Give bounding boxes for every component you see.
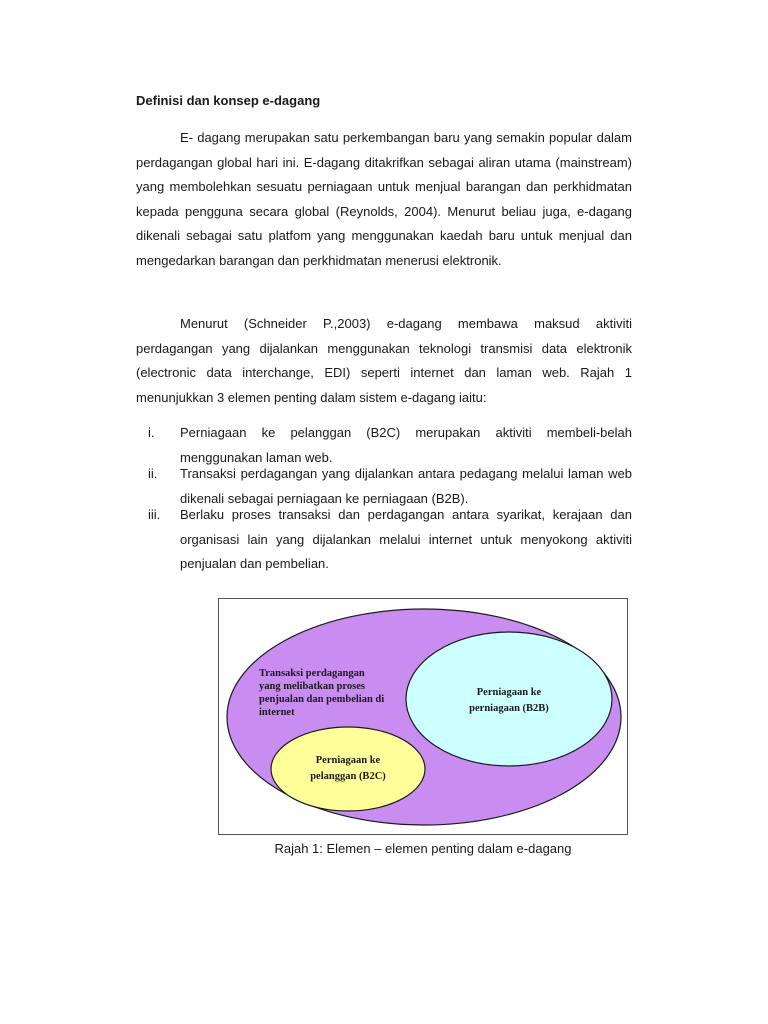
list-item-text: Transaksi perdagangan yang dijalankan antara pedagang melalui laman web dikenali sebagai perniagaan ke perniagaan (B2B). [180,466,632,506]
paragraph-schneider: Menurut (Schneider P.,2003) e-dagang membawa maksud aktiviti perdagangan yang dijalankan menggunakan teknologi transmisi data elektronik (electronic data interchange, EDI) seperti internet dan laman web. Rajah 1 menunjukkan 3 elemen penting dalam sistem e-dagang iaitu: [136,316,632,405]
list-item-text: Perniagaan ke pelanggan (B2C) merupakan aktiviti membeli-belah menggunakan laman web. [180,425,632,465]
b2b-label-line: perniagaan (B2B) [469,703,549,714]
outer-label-line: internet [259,707,295,718]
b2c-label-line: Perniagaan ke [315,755,381,766]
b2c-ellipse [271,727,425,811]
list-item-text: Berlaku proses transaksi dan perdagangan antara syarikat, kerajaan dan organisasi lain yang dijalankan melalui internet untuk menyokong aktiviti penjualan dan pembelian. [180,507,632,571]
b2c-label-line: pelanggan (B2C) [310,771,386,782]
figure-frame [218,598,628,835]
figure-caption: Rajah 1: Elemen – elemen penting dalam e-dagang [274,841,572,856]
b2b-ellipse [406,632,612,766]
list-marker: ii. [148,466,158,481]
b2b-label-line: Perniagaan ke [476,687,542,698]
outer-label-line: yang melibatkan proses [259,681,365,692]
ecommerce-venn-diagram [219,599,627,834]
outer-label-line: Transaksi perdagangan [259,668,365,679]
paragraph-definition: E- dagang merupakan satu perkembangan baru yang semakin popular dalam perdagangan global hari ini. E-dagang ditakrifkan sebagai aliran utama (mainstream) yang membolehkan sesuatu perniagaan untuk menjual barangan dan perkhidmatan kepada pengguna secara global (Reynolds, 2004). Menurut beliau juga, e-dagang dikenali sebagai satu platfom yang menggunakan kaedah baru untuk menjual dan mengedarkan barangan dan perkhidmatan menerusi elektronik. [136,130,632,268]
list-marker: i. [148,425,155,440]
section-heading: Definisi dan konsep e-dagang [136,93,321,108]
list-marker: iii. [148,507,161,522]
outer-label-line: penjualan dan pembelian di [259,694,385,705]
